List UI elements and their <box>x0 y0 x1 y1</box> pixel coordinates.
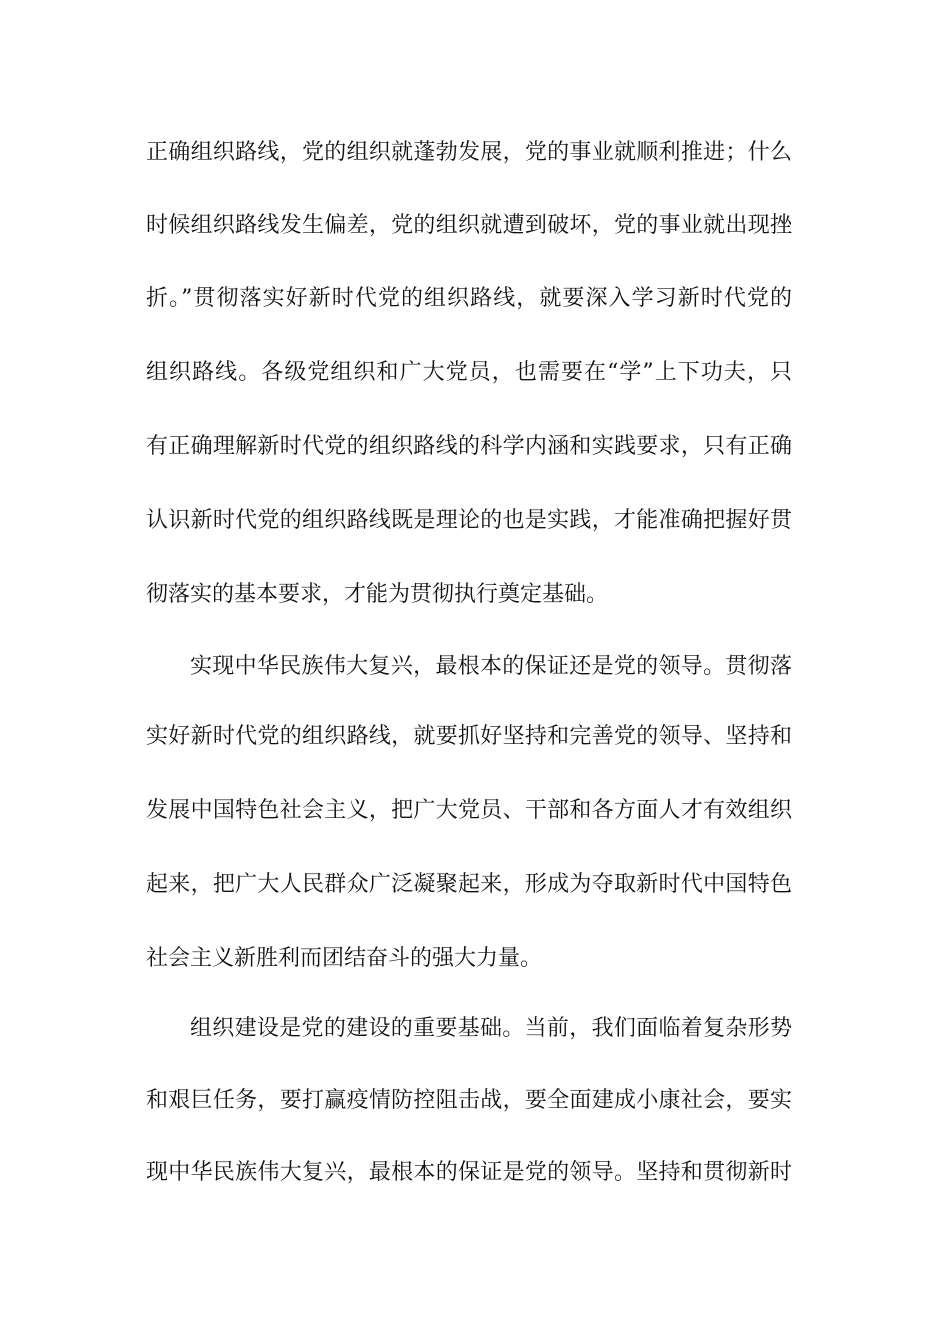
paragraph-3-line-1: 组织建设是党的建设的重要基础。当前，我们面临着复杂形势 <box>190 1016 792 1041</box>
paragraph-2-line-4: 起来，把广大人民群众广泛凝聚起来，形成为夺取新时代中国特色 <box>146 872 792 897</box>
paragraph-1-line-1: 正确组织路线，党的组织就蓬勃发展，党的事业就顺利推进；什么 <box>146 140 792 165</box>
paragraph-2-line-2: 实好新时代党的组织路线，就要抓好坚持和完善党的领导、坚持和 <box>146 724 792 749</box>
paragraph-1-line-7: 彻落实的基本要求，才能为贯彻执行奠定基础。 <box>146 582 609 607</box>
paragraph-1-line-3: 折。”贯彻落实好新时代党的组织路线，就要深入学习新时代党的 <box>146 286 792 311</box>
paragraph-3-line-3: 现中华民族伟大复兴，最根本的保证是党的领导。坚持和贯彻新时 <box>146 1160 792 1185</box>
paragraph-3-line-2: 和艰巨任务，要打赢疫情防控阻击战，要全面建成小康社会，要实 <box>146 1088 792 1113</box>
paragraph-1-line-2: 时候组织路线发生偏差，党的组织就遭到破坏，党的事业就出现挫 <box>146 213 792 238</box>
paragraph-2-line-5: 社会主义新胜利而团结奋斗的强大力量。 <box>146 946 543 971</box>
paragraph-1-line-6: 认识新时代党的组织路线既是理论的也是实践，才能准确把握好贯 <box>146 508 792 533</box>
paragraph-2-line-1: 实现中华民族伟大复兴，最根本的保证还是党的领导。贯彻落 <box>190 654 792 679</box>
paragraph-2-line-3: 发展中国特色社会主义，把广大党员、干部和各方面人才有效组织 <box>146 798 792 823</box>
paragraph-1-line-5: 有正确理解新时代党的组织路线的科学内涵和实践要求，只有正确 <box>146 434 792 459</box>
paragraph-1-line-4: 组织路线。各级党组织和广大党员，也需要在“学”上下功夫，只 <box>146 360 792 385</box>
